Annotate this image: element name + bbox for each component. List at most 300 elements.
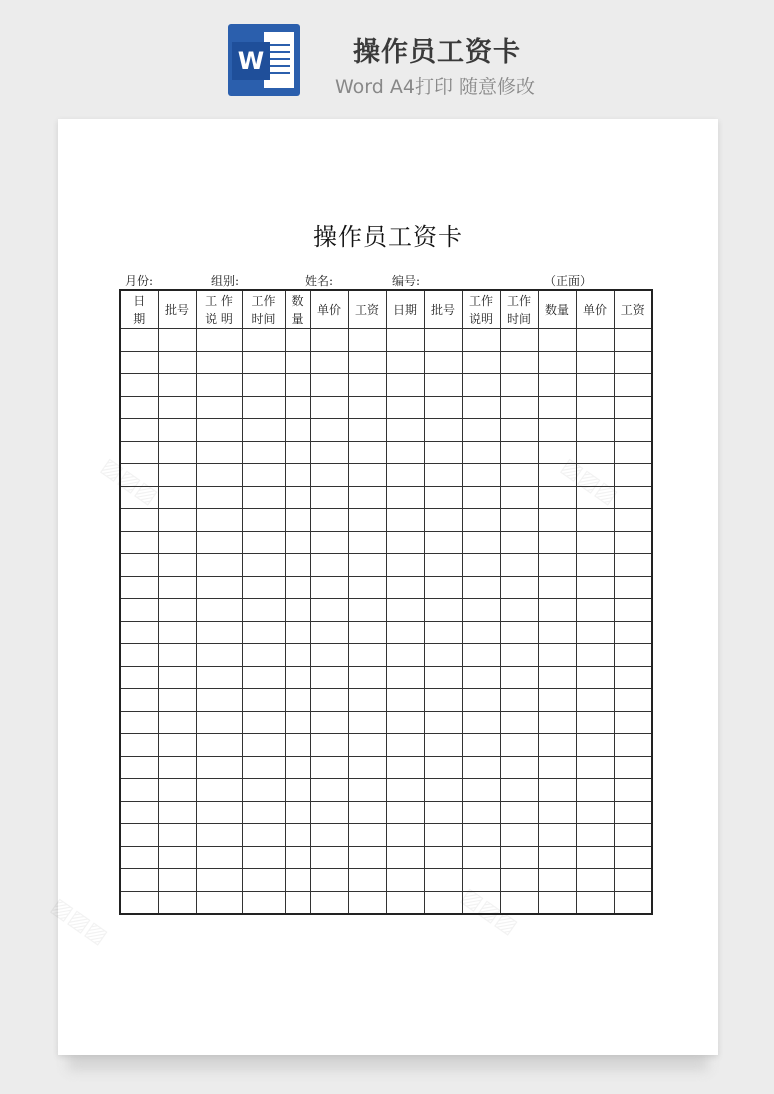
table-cell[interactable] — [196, 396, 242, 419]
table-cell[interactable] — [158, 599, 196, 622]
table-cell[interactable] — [158, 756, 196, 779]
table-cell[interactable] — [158, 486, 196, 509]
table-cell[interactable] — [196, 824, 242, 847]
table-cell[interactable] — [120, 824, 158, 847]
table-cell[interactable] — [424, 509, 462, 532]
table-cell[interactable] — [500, 869, 538, 892]
table-cell[interactable] — [500, 576, 538, 599]
table-cell[interactable] — [462, 374, 500, 397]
table-cell[interactable] — [538, 711, 576, 734]
table-cell[interactable] — [576, 846, 614, 869]
table-cell[interactable] — [285, 351, 310, 374]
table-cell[interactable] — [386, 689, 424, 712]
table-cell[interactable] — [196, 441, 242, 464]
table-cell[interactable] — [424, 801, 462, 824]
table-cell[interactable] — [386, 509, 424, 532]
table-cell[interactable] — [242, 891, 285, 914]
table-cell[interactable] — [196, 846, 242, 869]
table-cell[interactable] — [614, 869, 652, 892]
table-cell[interactable] — [348, 351, 386, 374]
table-cell[interactable] — [348, 801, 386, 824]
table-cell[interactable] — [500, 734, 538, 757]
table-cell[interactable] — [576, 621, 614, 644]
table-cell[interactable] — [500, 756, 538, 779]
table-cell[interactable] — [386, 734, 424, 757]
table-cell[interactable] — [538, 824, 576, 847]
table-cell[interactable] — [424, 869, 462, 892]
table-cell[interactable] — [386, 756, 424, 779]
table-cell[interactable] — [386, 396, 424, 419]
table-cell[interactable] — [158, 666, 196, 689]
table-cell[interactable] — [576, 734, 614, 757]
table-cell[interactable] — [500, 689, 538, 712]
table-cell[interactable] — [158, 846, 196, 869]
table-cell[interactable] — [500, 621, 538, 644]
table-cell[interactable] — [310, 756, 348, 779]
table-cell[interactable] — [120, 846, 158, 869]
table-cell[interactable] — [120, 869, 158, 892]
table-cell[interactable] — [424, 374, 462, 397]
table-cell[interactable] — [242, 824, 285, 847]
table-cell[interactable] — [576, 441, 614, 464]
table-cell[interactable] — [348, 779, 386, 802]
table-cell[interactable] — [120, 734, 158, 757]
table-cell[interactable] — [242, 486, 285, 509]
table-cell[interactable] — [120, 891, 158, 914]
table-cell[interactable] — [120, 621, 158, 644]
table-cell[interactable] — [500, 846, 538, 869]
table-cell[interactable] — [285, 846, 310, 869]
table-cell[interactable] — [310, 351, 348, 374]
table-cell[interactable] — [538, 531, 576, 554]
table-cell[interactable] — [386, 801, 424, 824]
table-cell[interactable] — [285, 824, 310, 847]
table-cell[interactable] — [576, 869, 614, 892]
table-cell[interactable] — [348, 554, 386, 577]
table-cell[interactable] — [614, 689, 652, 712]
table-cell[interactable] — [196, 666, 242, 689]
table-cell[interactable] — [196, 554, 242, 577]
table-cell[interactable] — [424, 666, 462, 689]
table-cell[interactable] — [386, 441, 424, 464]
table-cell[interactable] — [614, 441, 652, 464]
table-cell[interactable] — [386, 779, 424, 802]
table-cell[interactable] — [242, 351, 285, 374]
table-cell[interactable] — [462, 329, 500, 352]
table-cell[interactable] — [424, 396, 462, 419]
table-cell[interactable] — [310, 374, 348, 397]
table-cell[interactable] — [310, 419, 348, 442]
table-cell[interactable] — [462, 396, 500, 419]
table-cell[interactable] — [196, 801, 242, 824]
table-cell[interactable] — [196, 329, 242, 352]
table-cell[interactable] — [424, 734, 462, 757]
table-cell[interactable] — [614, 554, 652, 577]
table-cell[interactable] — [158, 374, 196, 397]
table-cell[interactable] — [576, 599, 614, 622]
table-cell[interactable] — [348, 689, 386, 712]
table-cell[interactable] — [285, 509, 310, 532]
table-cell[interactable] — [310, 531, 348, 554]
table-cell[interactable] — [196, 374, 242, 397]
table-cell[interactable] — [348, 599, 386, 622]
table-cell[interactable] — [120, 576, 158, 599]
table-cell[interactable] — [500, 329, 538, 352]
table-cell[interactable] — [424, 756, 462, 779]
table-cell[interactable] — [196, 756, 242, 779]
table-cell[interactable] — [348, 666, 386, 689]
table-cell[interactable] — [424, 891, 462, 914]
table-cell[interactable] — [196, 576, 242, 599]
table-cell[interactable] — [386, 644, 424, 667]
table-cell[interactable] — [614, 464, 652, 487]
table-cell[interactable] — [424, 486, 462, 509]
table-cell[interactable] — [348, 644, 386, 667]
table-cell[interactable] — [120, 509, 158, 532]
table-cell[interactable] — [538, 554, 576, 577]
table-cell[interactable] — [538, 689, 576, 712]
table-cell[interactable] — [242, 576, 285, 599]
table-cell[interactable] — [285, 734, 310, 757]
table-cell[interactable] — [120, 644, 158, 667]
table-cell[interactable] — [614, 396, 652, 419]
table-cell[interactable] — [576, 374, 614, 397]
table-cell[interactable] — [348, 441, 386, 464]
table-cell[interactable] — [310, 824, 348, 847]
table-cell[interactable] — [538, 599, 576, 622]
table-cell[interactable] — [120, 689, 158, 712]
table-cell[interactable] — [500, 531, 538, 554]
table-cell[interactable] — [158, 464, 196, 487]
table-cell[interactable] — [386, 554, 424, 577]
table-cell[interactable] — [196, 734, 242, 757]
table-cell[interactable] — [576, 509, 614, 532]
table-cell[interactable] — [158, 689, 196, 712]
table-cell[interactable] — [285, 869, 310, 892]
table-cell[interactable] — [242, 801, 285, 824]
table-cell[interactable] — [310, 621, 348, 644]
table-cell[interactable] — [462, 599, 500, 622]
table-cell[interactable] — [158, 351, 196, 374]
table-cell[interactable] — [614, 666, 652, 689]
table-cell[interactable] — [462, 689, 500, 712]
table-cell[interactable] — [120, 464, 158, 487]
table-cell[interactable] — [386, 891, 424, 914]
table-cell[interactable] — [196, 464, 242, 487]
table-cell[interactable] — [386, 374, 424, 397]
table-cell[interactable] — [500, 396, 538, 419]
table-cell[interactable] — [348, 531, 386, 554]
table-cell[interactable] — [196, 599, 242, 622]
table-cell[interactable] — [576, 891, 614, 914]
table-cell[interactable] — [386, 351, 424, 374]
table-cell[interactable] — [310, 576, 348, 599]
table-cell[interactable] — [120, 486, 158, 509]
table-cell[interactable] — [538, 396, 576, 419]
table-cell[interactable] — [242, 756, 285, 779]
table-cell[interactable] — [614, 846, 652, 869]
table-cell[interactable] — [348, 891, 386, 914]
table-cell[interactable] — [310, 599, 348, 622]
table-cell[interactable] — [576, 756, 614, 779]
table-cell[interactable] — [242, 531, 285, 554]
table-cell[interactable] — [538, 621, 576, 644]
table-cell[interactable] — [424, 351, 462, 374]
table-cell[interactable] — [310, 396, 348, 419]
table-cell[interactable] — [242, 509, 285, 532]
table-cell[interactable] — [196, 621, 242, 644]
table-cell[interactable] — [538, 644, 576, 667]
table-cell[interactable] — [538, 486, 576, 509]
table-cell[interactable] — [242, 734, 285, 757]
table-cell[interactable] — [424, 711, 462, 734]
table-cell[interactable] — [348, 711, 386, 734]
table-cell[interactable] — [538, 756, 576, 779]
table-cell[interactable] — [386, 666, 424, 689]
table-cell[interactable] — [614, 756, 652, 779]
table-cell[interactable] — [285, 599, 310, 622]
table-cell[interactable] — [538, 351, 576, 374]
table-cell[interactable] — [538, 801, 576, 824]
table-cell[interactable] — [348, 509, 386, 532]
table-cell[interactable] — [158, 554, 196, 577]
table-cell[interactable] — [462, 509, 500, 532]
table-cell[interactable] — [462, 351, 500, 374]
table-cell[interactable] — [538, 374, 576, 397]
table-cell[interactable] — [500, 801, 538, 824]
table-cell[interactable] — [285, 531, 310, 554]
table-cell[interactable] — [538, 576, 576, 599]
table-cell[interactable] — [614, 801, 652, 824]
table-cell[interactable] — [500, 509, 538, 532]
table-cell[interactable] — [310, 846, 348, 869]
table-cell[interactable] — [310, 711, 348, 734]
table-cell[interactable] — [242, 441, 285, 464]
table-cell[interactable] — [576, 644, 614, 667]
table-cell[interactable] — [242, 554, 285, 577]
table-cell[interactable] — [285, 576, 310, 599]
table-cell[interactable] — [576, 329, 614, 352]
table-cell[interactable] — [500, 419, 538, 442]
table-cell[interactable] — [196, 779, 242, 802]
table-cell[interactable] — [500, 554, 538, 577]
table-cell[interactable] — [614, 374, 652, 397]
table-cell[interactable] — [120, 756, 158, 779]
table-cell[interactable] — [120, 396, 158, 419]
table-cell[interactable] — [500, 711, 538, 734]
table-cell[interactable] — [196, 644, 242, 667]
table-cell[interactable] — [424, 689, 462, 712]
table-cell[interactable] — [386, 599, 424, 622]
table-cell[interactable] — [462, 576, 500, 599]
table-cell[interactable] — [348, 419, 386, 442]
table-cell[interactable] — [500, 666, 538, 689]
table-cell[interactable] — [462, 891, 500, 914]
table-cell[interactable] — [310, 554, 348, 577]
table-cell[interactable] — [576, 531, 614, 554]
table-cell[interactable] — [285, 801, 310, 824]
table-cell[interactable] — [158, 801, 196, 824]
table-cell[interactable] — [576, 801, 614, 824]
table-cell[interactable] — [576, 689, 614, 712]
table-cell[interactable] — [196, 509, 242, 532]
table-cell[interactable] — [614, 419, 652, 442]
table-cell[interactable] — [462, 756, 500, 779]
table-cell[interactable] — [348, 464, 386, 487]
table-cell[interactable] — [120, 554, 158, 577]
table-cell[interactable] — [348, 734, 386, 757]
table-cell[interactable] — [158, 644, 196, 667]
table-cell[interactable] — [462, 554, 500, 577]
table-cell[interactable] — [424, 576, 462, 599]
table-cell[interactable] — [386, 576, 424, 599]
table-cell[interactable] — [576, 576, 614, 599]
table-cell[interactable] — [576, 666, 614, 689]
table-cell[interactable] — [310, 779, 348, 802]
table-cell[interactable] — [386, 869, 424, 892]
table-cell[interactable] — [310, 644, 348, 667]
table-cell[interactable] — [424, 419, 462, 442]
table-cell[interactable] — [576, 486, 614, 509]
table-cell[interactable] — [386, 621, 424, 644]
table-cell[interactable] — [462, 869, 500, 892]
table-cell[interactable] — [120, 801, 158, 824]
table-cell[interactable] — [538, 891, 576, 914]
table-cell[interactable] — [424, 441, 462, 464]
table-cell[interactable] — [158, 531, 196, 554]
table-cell[interactable] — [424, 531, 462, 554]
table-cell[interactable] — [285, 554, 310, 577]
table-cell[interactable] — [310, 464, 348, 487]
table-cell[interactable] — [196, 351, 242, 374]
table-cell[interactable] — [158, 711, 196, 734]
table-cell[interactable] — [348, 329, 386, 352]
table-cell[interactable] — [538, 419, 576, 442]
table-cell[interactable] — [462, 419, 500, 442]
table-cell[interactable] — [500, 441, 538, 464]
table-cell[interactable] — [462, 644, 500, 667]
table-cell[interactable] — [348, 846, 386, 869]
table-cell[interactable] — [386, 711, 424, 734]
table-cell[interactable] — [538, 441, 576, 464]
table-cell[interactable] — [158, 396, 196, 419]
table-cell[interactable] — [614, 351, 652, 374]
table-cell[interactable] — [120, 779, 158, 802]
table-cell[interactable] — [424, 329, 462, 352]
table-cell[interactable] — [576, 779, 614, 802]
table-cell[interactable] — [120, 666, 158, 689]
table-cell[interactable] — [462, 779, 500, 802]
table-cell[interactable] — [538, 464, 576, 487]
table-cell[interactable] — [462, 801, 500, 824]
table-cell[interactable] — [120, 351, 158, 374]
table-cell[interactable] — [500, 374, 538, 397]
table-cell[interactable] — [424, 779, 462, 802]
table-cell[interactable] — [614, 644, 652, 667]
table-cell[interactable] — [386, 486, 424, 509]
table-cell[interactable] — [120, 711, 158, 734]
table-cell[interactable] — [242, 666, 285, 689]
table-cell[interactable] — [614, 621, 652, 644]
table-cell[interactable] — [158, 621, 196, 644]
table-cell[interactable] — [285, 441, 310, 464]
table-cell[interactable] — [386, 419, 424, 442]
table-cell[interactable] — [576, 554, 614, 577]
table-cell[interactable] — [614, 486, 652, 509]
table-cell[interactable] — [242, 711, 285, 734]
table-cell[interactable] — [462, 824, 500, 847]
table-cell[interactable] — [424, 644, 462, 667]
table-cell[interactable] — [500, 464, 538, 487]
table-cell[interactable] — [120, 329, 158, 352]
table-cell[interactable] — [242, 846, 285, 869]
table-cell[interactable] — [310, 666, 348, 689]
table-cell[interactable] — [386, 464, 424, 487]
table-cell[interactable] — [462, 486, 500, 509]
table-cell[interactable] — [614, 734, 652, 757]
table-cell[interactable] — [196, 486, 242, 509]
table-cell[interactable] — [242, 689, 285, 712]
table-cell[interactable] — [285, 689, 310, 712]
table-cell[interactable] — [462, 711, 500, 734]
table-cell[interactable] — [310, 689, 348, 712]
table-cell[interactable] — [576, 464, 614, 487]
table-cell[interactable] — [500, 891, 538, 914]
table-cell[interactable] — [538, 846, 576, 869]
table-cell[interactable] — [348, 756, 386, 779]
table-cell[interactable] — [348, 486, 386, 509]
table-cell[interactable] — [158, 419, 196, 442]
table-cell[interactable] — [285, 711, 310, 734]
table-cell[interactable] — [348, 396, 386, 419]
table-cell[interactable] — [424, 824, 462, 847]
table-cell[interactable] — [158, 576, 196, 599]
table-cell[interactable] — [196, 711, 242, 734]
table-cell[interactable] — [285, 891, 310, 914]
table-cell[interactable] — [614, 711, 652, 734]
table-cell[interactable] — [310, 441, 348, 464]
table-cell[interactable] — [285, 419, 310, 442]
table-cell[interactable] — [158, 869, 196, 892]
table-cell[interactable] — [158, 441, 196, 464]
table-cell[interactable] — [285, 464, 310, 487]
table-cell[interactable] — [424, 599, 462, 622]
table-cell[interactable] — [462, 441, 500, 464]
table-cell[interactable] — [158, 734, 196, 757]
table-cell[interactable] — [242, 329, 285, 352]
table-cell[interactable] — [576, 396, 614, 419]
table-cell[interactable] — [285, 666, 310, 689]
table-cell[interactable] — [285, 396, 310, 419]
table-cell[interactable] — [500, 779, 538, 802]
table-cell[interactable] — [285, 374, 310, 397]
table-cell[interactable] — [424, 554, 462, 577]
table-cell[interactable] — [285, 779, 310, 802]
table-cell[interactable] — [462, 464, 500, 487]
table-cell[interactable] — [285, 756, 310, 779]
table-cell[interactable] — [500, 351, 538, 374]
table-cell[interactable] — [348, 869, 386, 892]
table-cell[interactable] — [386, 824, 424, 847]
table-cell[interactable] — [120, 374, 158, 397]
table-cell[interactable] — [614, 329, 652, 352]
table-cell[interactable] — [614, 779, 652, 802]
table-cell[interactable] — [462, 666, 500, 689]
table-cell[interactable] — [242, 779, 285, 802]
table-cell[interactable] — [614, 599, 652, 622]
table-cell[interactable] — [120, 441, 158, 464]
table-cell[interactable] — [310, 329, 348, 352]
